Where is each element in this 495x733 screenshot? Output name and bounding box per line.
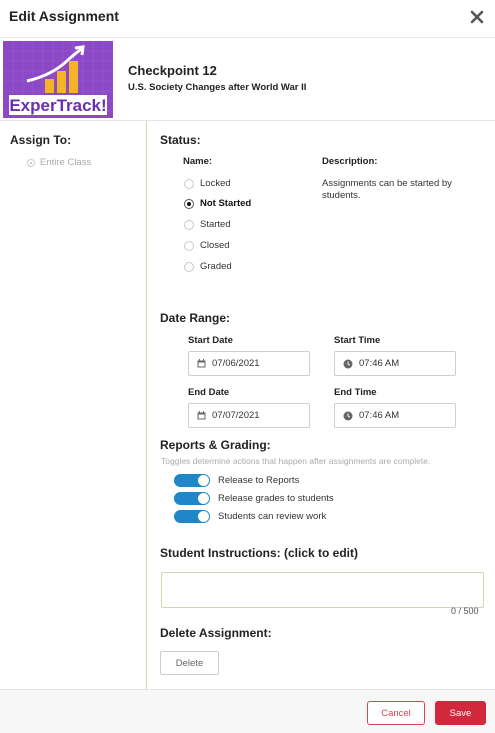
start-date-label: Start Date bbox=[188, 335, 233, 346]
column-divider bbox=[146, 121, 147, 689]
start-time-label: Start Time bbox=[334, 335, 381, 346]
status-option-locked[interactable]: Locked bbox=[184, 178, 231, 189]
character-counter: 0 / 500 bbox=[451, 606, 479, 616]
dialog-title: Edit Assignment bbox=[9, 8, 119, 24]
toggle-switch[interactable] bbox=[174, 474, 210, 487]
status-name-label: Name: bbox=[183, 156, 213, 167]
toggle-release-to-reports[interactable]: Release to Reports bbox=[174, 474, 299, 487]
status-option-not-started[interactable]: Not Started bbox=[184, 198, 251, 209]
reports-note: Toggles determine actions that happen after assignments are complete. bbox=[161, 456, 431, 466]
radio-disabled bbox=[27, 159, 35, 167]
radio[interactable] bbox=[184, 220, 194, 230]
dialog-header bbox=[0, 0, 495, 38]
date-range-heading: Date Range: bbox=[160, 311, 231, 325]
toggle-switch[interactable] bbox=[174, 492, 210, 505]
end-time-label: End Time bbox=[334, 387, 377, 398]
status-description-label: Description: bbox=[322, 156, 378, 167]
clock-icon bbox=[343, 359, 353, 369]
save-button[interactable]: Save bbox=[435, 701, 486, 725]
reports-heading: Reports & Grading: bbox=[160, 438, 271, 452]
status-option-closed[interactable]: Closed bbox=[184, 240, 230, 251]
calendar-icon bbox=[197, 359, 206, 368]
assignment-title: Checkpoint 12 bbox=[128, 63, 217, 78]
toggle-switch[interactable] bbox=[174, 510, 210, 523]
radio[interactable] bbox=[184, 262, 194, 272]
end-date-value: 07/07/2021 bbox=[212, 410, 260, 421]
logo-text: ExperTrack! bbox=[9, 96, 107, 115]
end-date-input[interactable] bbox=[188, 403, 310, 428]
assign-to-heading: Assign To: bbox=[10, 133, 72, 147]
end-time-value: 07:46 AM bbox=[359, 410, 400, 421]
radio[interactable] bbox=[184, 241, 194, 251]
cancel-button[interactable]: Cancel bbox=[367, 701, 425, 725]
instructions-heading[interactable]: Student Instructions: (click to edit) bbox=[160, 546, 359, 560]
delete-button[interactable]: Delete bbox=[160, 651, 219, 675]
status-option-graded[interactable]: Graded bbox=[184, 261, 232, 272]
delete-heading: Delete Assignment: bbox=[160, 626, 272, 640]
end-time-input[interactable] bbox=[334, 403, 456, 428]
clock-icon bbox=[343, 411, 353, 421]
start-time-input[interactable] bbox=[334, 351, 456, 376]
content-divider bbox=[0, 120, 495, 121]
status-option-started[interactable]: Started bbox=[184, 219, 231, 230]
start-date-input[interactable] bbox=[188, 351, 310, 376]
instructions-textarea[interactable] bbox=[161, 572, 484, 608]
status-description: Assignments can be started by students. bbox=[322, 178, 452, 201]
calendar-icon bbox=[197, 411, 206, 420]
radio-selected[interactable] bbox=[184, 199, 194, 209]
entire-class-label: Entire Class bbox=[40, 157, 92, 168]
expertrack-logo bbox=[3, 41, 113, 118]
radio[interactable] bbox=[184, 179, 194, 189]
entire-class-option bbox=[27, 157, 91, 168]
end-date-label: End Date bbox=[188, 387, 230, 398]
close-icon[interactable] bbox=[470, 10, 484, 24]
assignment-subtitle: U.S. Society Changes after World War II bbox=[128, 82, 307, 93]
start-time-value: 07:46 AM bbox=[359, 358, 400, 369]
toggle-review-work[interactable]: Students can review work bbox=[174, 510, 326, 523]
toggle-release-grades[interactable]: Release grades to students bbox=[174, 492, 334, 505]
status-heading: Status: bbox=[160, 133, 201, 147]
start-date-value: 07/06/2021 bbox=[212, 358, 260, 369]
